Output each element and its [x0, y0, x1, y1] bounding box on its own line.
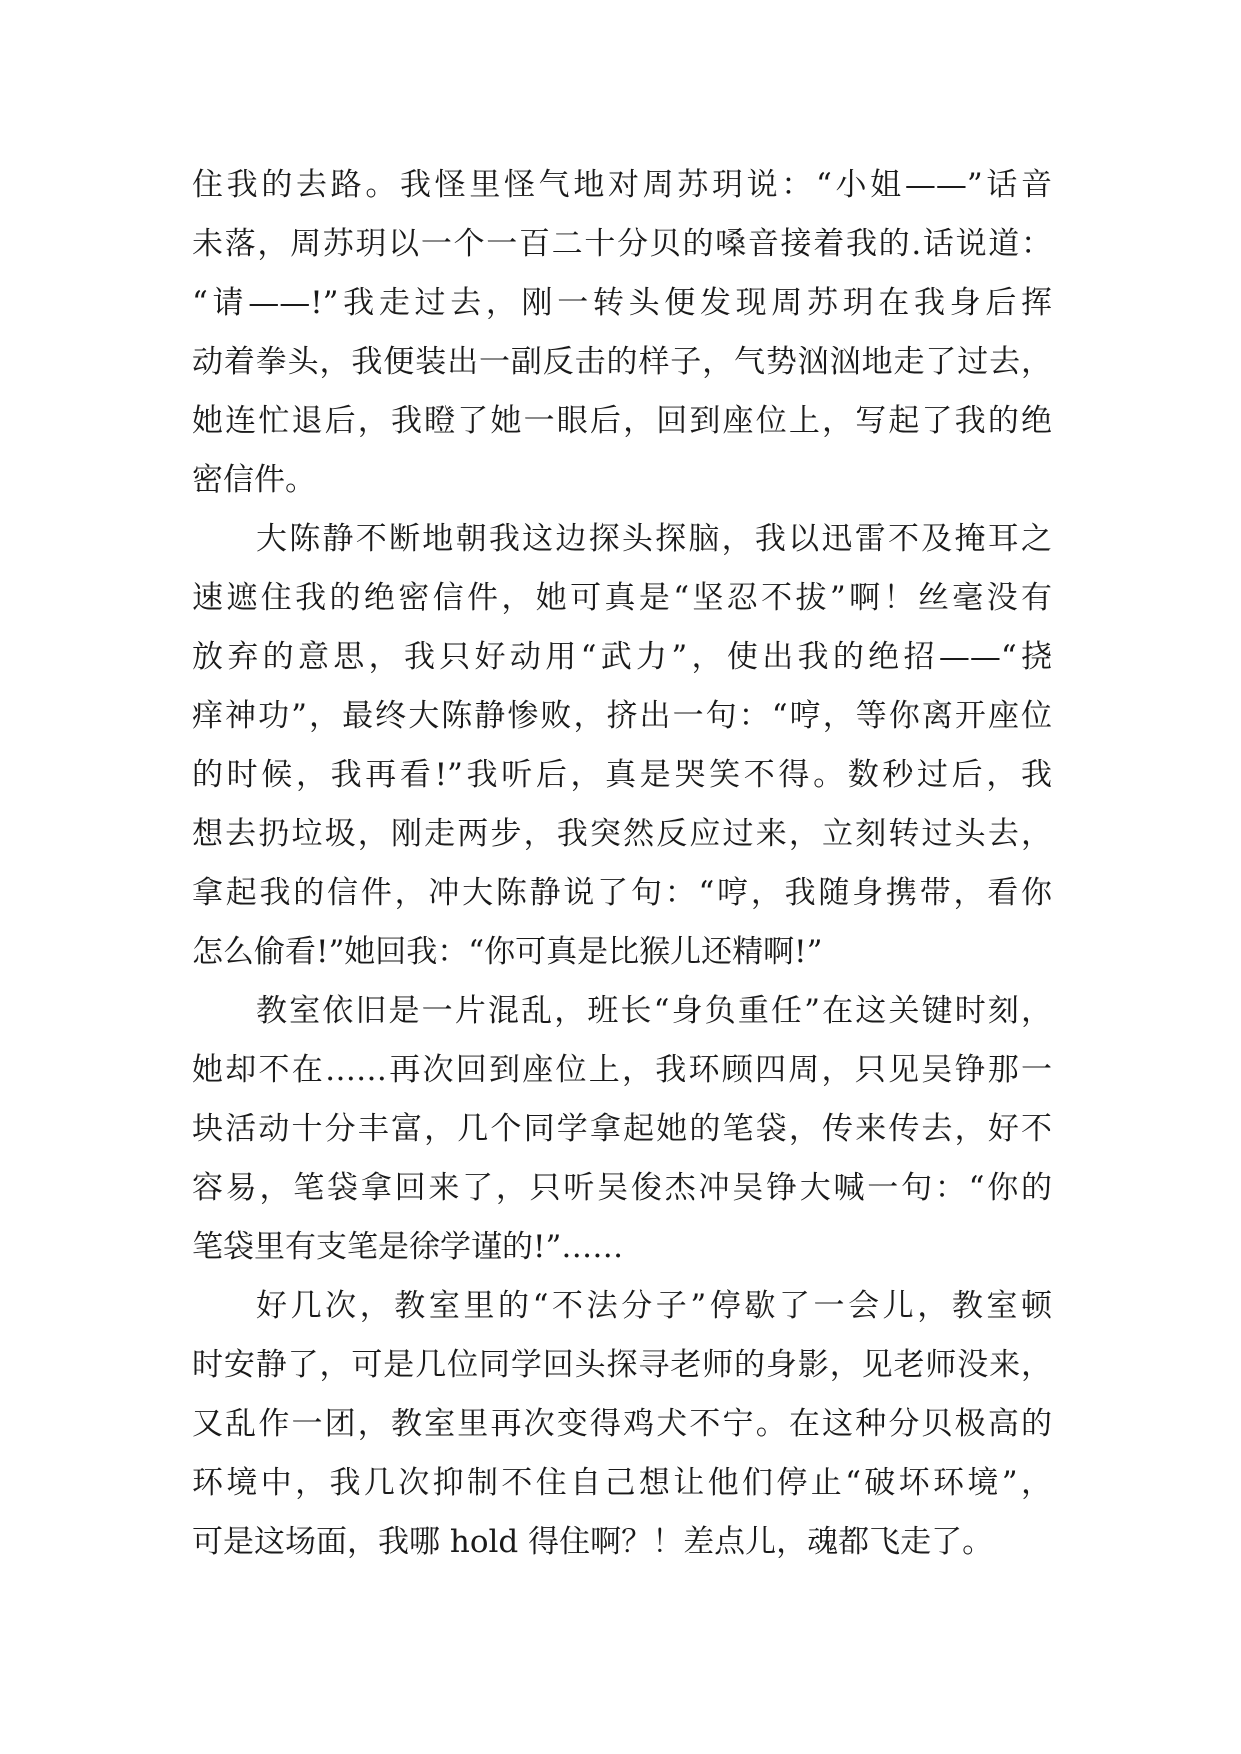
document-body [192, 156, 1052, 1572]
paragraph [192, 510, 1052, 982]
text-line: 未落，周苏玥以一个一百二十分贝的嗓音接着我的.话说道： [192, 226, 1052, 262]
text-line: 的时候，我再看!”我听后，真是哭笑不得。数秒过后，我 [192, 757, 1052, 793]
paragraph [192, 1277, 1052, 1572]
text-line: 教室依旧是一片混乱，班长“身负重任”在这关键时刻， [256, 993, 1052, 1029]
text-line: 可是这场面，我哪 hold 得住啊？！差点儿，魂都飞走了。 [192, 1524, 994, 1560]
text-line: 大陈静不断地朝我这边探头探脑，我以迅雷不及掩耳之 [256, 521, 1052, 557]
text-line: 容易，笔袋拿回来了，只听吴俊杰冲吴铮大喊一句：“你的 [192, 1170, 1052, 1206]
text-line: 她却不在……再次回到座位上，我环顾四周，只见吴铮那一 [192, 1052, 1052, 1088]
text-line: 又乱作一团，教室里再次变得鸡犬不宁。在这种分贝极高的 [192, 1406, 1052, 1442]
paragraph [192, 982, 1052, 1277]
paragraph [192, 156, 1052, 510]
text-line: 放弃的意思，我只好动用“武力”，使出我的绝招——“挠 [192, 639, 1052, 675]
text-line: 环境中，我几次抑制不住自己想让他们停止“破坏环境”， [192, 1465, 1052, 1501]
text-line: 笔袋里有支笔是徐学谨的!”…… [192, 1229, 624, 1265]
text-line: 住我的去路。我怪里怪气地对周苏玥说：“小姐——”话音 [192, 167, 1052, 203]
text-line: 密信件。 [192, 462, 316, 498]
text-line: 她连忙退后，我瞪了她一眼后，回到座位上，写起了我的绝 [192, 403, 1052, 439]
text-line: 拿起我的信件，冲大陈静说了句：“哼，我随身携带，看你 [192, 875, 1052, 911]
text-line: 怎么偷看!”她回我：“你可真是比猴儿还精啊!” [192, 934, 823, 970]
text-line: 痒神功”，最终大陈静惨败，挤出一句：“哼，等你离开座位 [192, 698, 1052, 734]
text-line: 好几次，教室里的“不法分子”停歇了一会儿，教室顿 [256, 1288, 1052, 1324]
text-line: 速遮住我的绝密信件，她可真是“坚忍不拔”啊！丝毫没有 [192, 580, 1052, 616]
text-line: 动着拳头，我便装出一副反击的样子，气势汹汹地走了过去， [192, 344, 1052, 380]
text-line: “请——!”我走过去，刚一转头便发现周苏玥在我身后挥 [192, 285, 1052, 321]
text-line: 时安静了，可是几位同学回头探寻老师的身影，见老师没来， [192, 1347, 1052, 1383]
text-line: 块活动十分丰富，几个同学拿起她的笔袋，传来传去，好不 [192, 1111, 1052, 1147]
text-line: 想去扔垃圾，刚走两步，我突然反应过来，立刻转过头去， [192, 816, 1052, 852]
